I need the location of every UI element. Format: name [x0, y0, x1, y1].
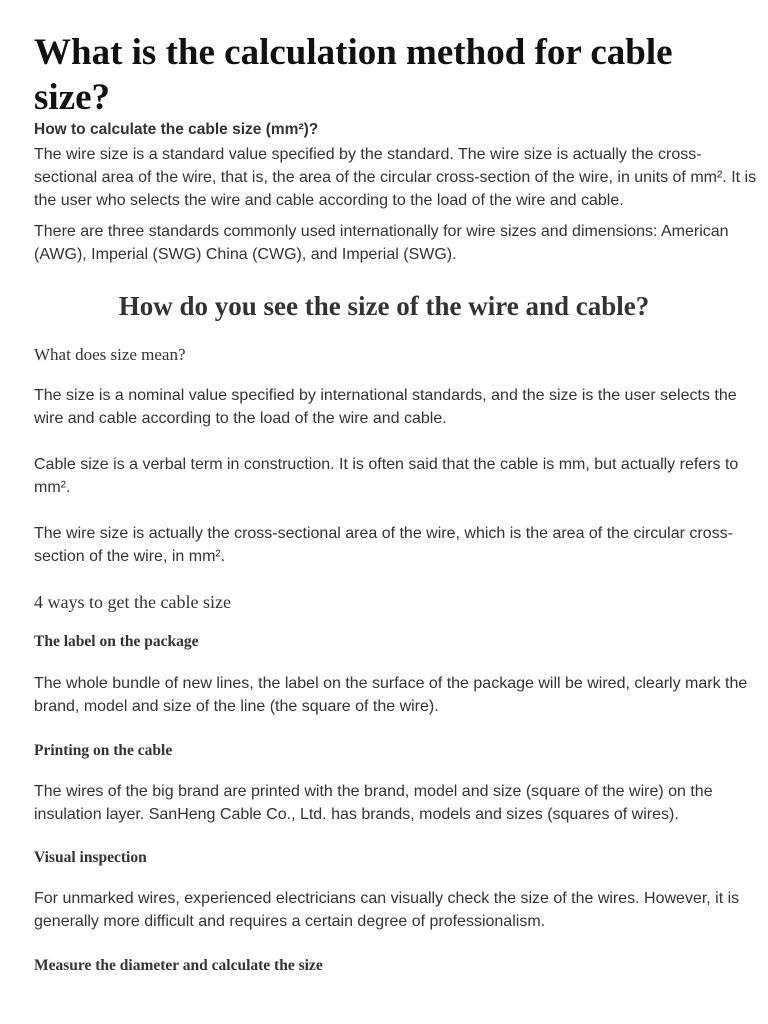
way-3-text: For unmarked wires, experienced electricians can visually check the size of the wires. However, it is generally more difficult and requires a certain degree of professionalism. [34, 890, 740, 930]
size-paragraph-2: Cable size is a verbal term in construction. It is often said that the cable is mm, but actually refers to mm². [34, 456, 739, 496]
size-paragraph-3: The wire size is actually the cross-sectional area of the wire, which is the area of the circular cross-section of the wire, in mm². [34, 525, 733, 565]
ways-heading: 4 ways to get the cable size [34, 592, 231, 612]
page-title: What is the calculation method for cable size? [34, 32, 673, 118]
way-2-title: Printing on the cable [34, 742, 173, 759]
way-2-text: The wires of the big brand are printed with the brand, model and size (square of the wire) on the insulation layer. SanHeng Cable Co., Ltd. has brands, models and sizes (squares of wires). [34, 783, 713, 823]
way-1-title: The label on the package [34, 633, 199, 650]
way-3-title: Visual inspection [34, 849, 147, 866]
intro-question: How to calculate the cable size (mm²)? [34, 121, 319, 138]
standards-paragraph: There are three standards commonly used internationally for wire sizes and dimensions: American (AWG), Imperial (SWG) China (CWG), and Imperial (SWG). [34, 223, 729, 263]
section-heading: How do you see the size of the wire and cable? [118, 291, 650, 321]
size-question: What does size mean? [34, 345, 186, 364]
size-paragraph-1: The size is a nominal value specified by international standards, and the size is the user selects the wire and cable according to the load of the wire and cable. [34, 387, 737, 427]
way-1-text: The whole bundle of new lines, the label on the surface of the package will be wired, clearly mark the brand, model and size of the line (the square of the wire). [34, 675, 748, 715]
intro-paragraph: The wire size is a standard value specified by the standard. The wire size is actually the cross-sectional area of the wire, that is, the area of the circular cross-section of the wire, in units of mm². It is the user who selects the wire and cable according to the load of the wire and cable. [34, 146, 757, 209]
way-4-title: Measure the diameter and calculate the size [34, 957, 323, 974]
